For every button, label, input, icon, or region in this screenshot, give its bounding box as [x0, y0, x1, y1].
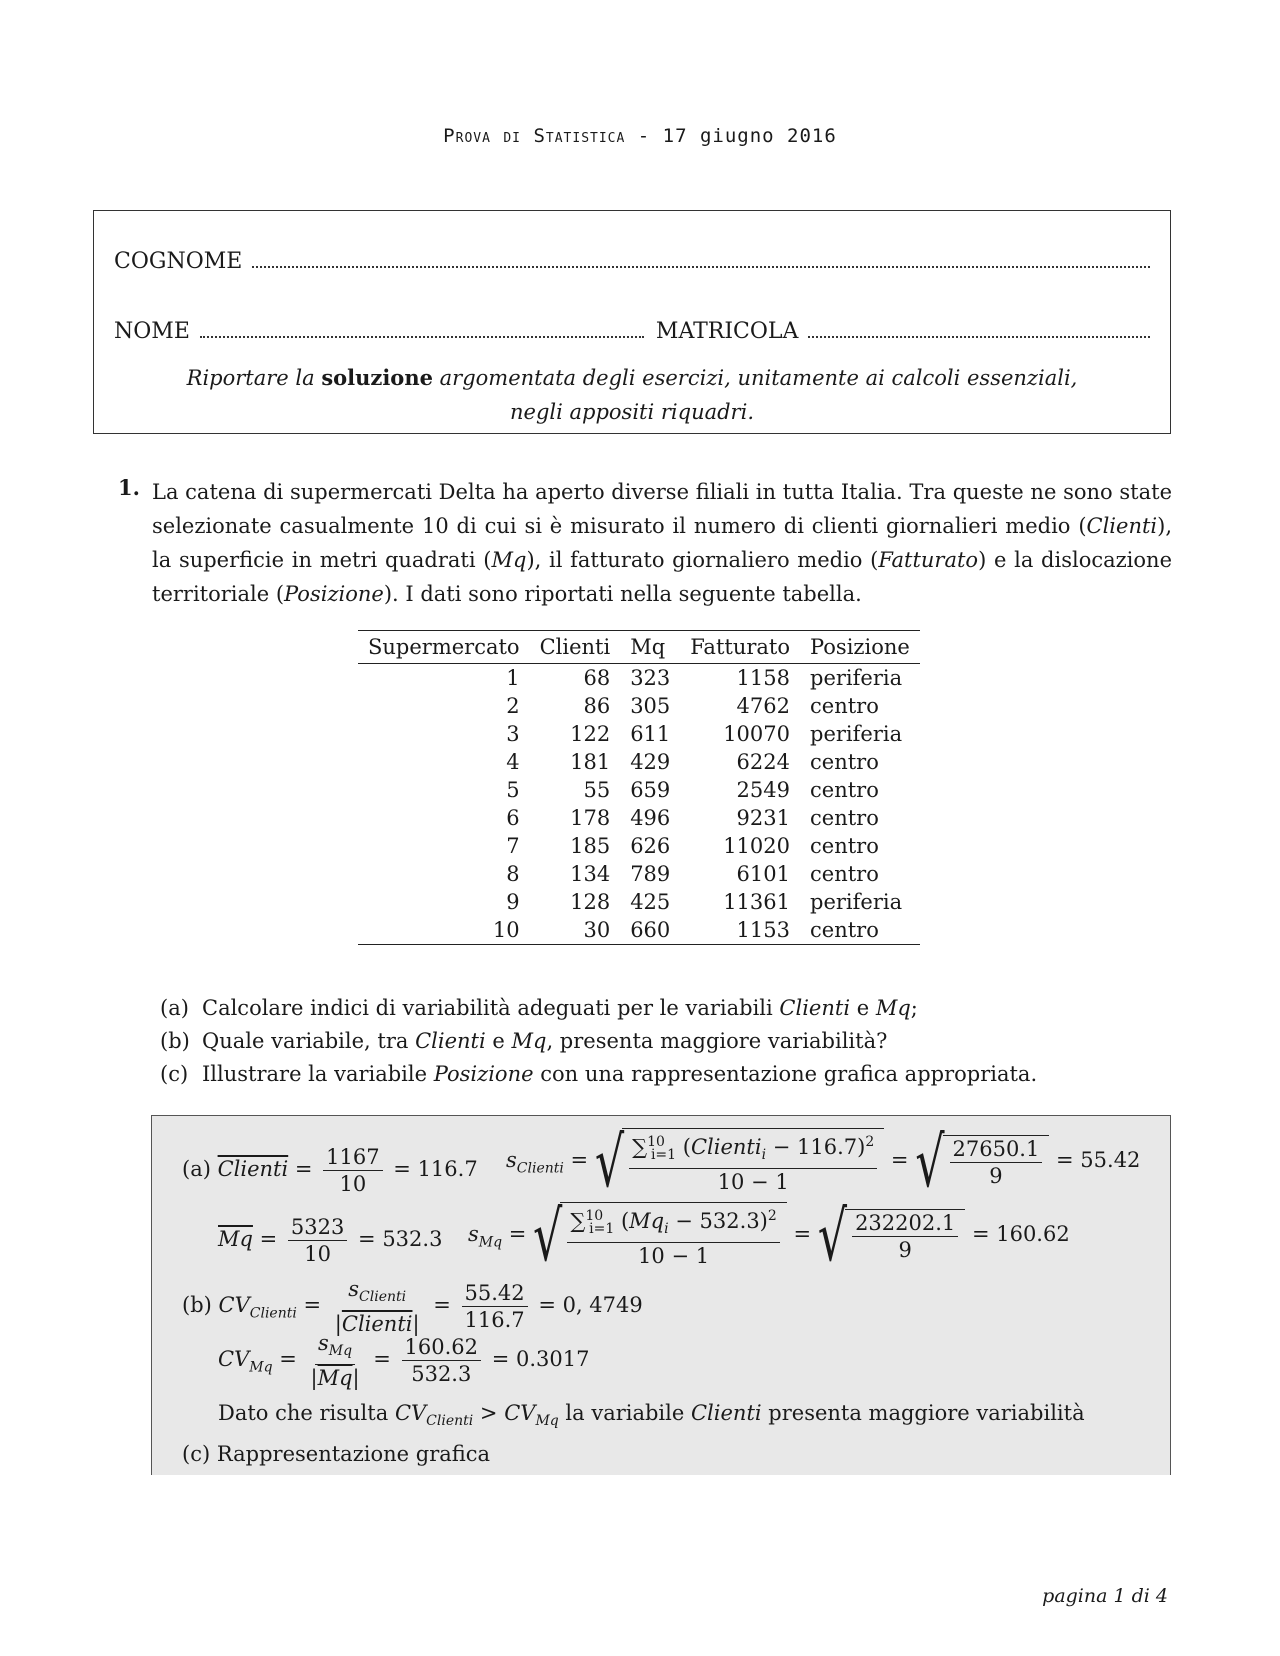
header-clienti: Clienti [530, 631, 621, 664]
page-title [0, 125, 1280, 147]
question-c-text: Illustrare la variabile [202, 1062, 428, 1086]
cv-mq-numeric [402, 1334, 481, 1387]
table-row [358, 720, 920, 748]
cell-posizione: periferia [810, 666, 903, 690]
n-minus-1-clienti: 10 − 1 [717, 1170, 789, 1195]
table-row [358, 664, 920, 693]
cell-fatturato: 10070 [723, 722, 790, 746]
cell-mq: 429 [630, 750, 671, 774]
cv-mq-den-mean: $\overline{Mq}$ [317, 1366, 353, 1391]
solution-b-cv-clienti: (b) $CV_{Clienti}$ = $\frac{s_{Clienti}}{\text{|Clienti|}}$ = $\frac{55.42}{116.7}$ = 0, 4749 [182, 1277, 643, 1337]
question-b-and: e [492, 1029, 505, 1053]
header-mq: Mq [620, 631, 680, 664]
solution-a-key: (a) [182, 1157, 211, 1181]
instructions-line2: negli appositi riquadri. [510, 400, 754, 424]
n-minus-1-mq: 10 − 1 [638, 1244, 710, 1269]
title-prefix: Prova di Statistica [443, 125, 626, 147]
mean-mq-value: = 532.3 [358, 1227, 443, 1251]
cell-clienti: 55 [583, 778, 611, 802]
question-b-var1: Clienti [415, 1029, 486, 1053]
table-row [358, 748, 920, 776]
cell-supermercato: 6 [506, 806, 520, 830]
cell-mq: 496 [630, 806, 671, 830]
sum-term-mq: Mq [629, 1209, 665, 1233]
cell-fatturato: 2549 [736, 778, 790, 802]
cognome-row [114, 249, 1150, 274]
s-mq-value: = 160.62 [971, 1222, 1070, 1247]
cell-posizione: centro [800, 916, 920, 945]
conclusion-var: Clienti [690, 1401, 762, 1425]
cv-clienti-num: 55.42 [462, 1280, 528, 1307]
var-fatturato: Fatturato [878, 548, 979, 572]
cell-supermercato: 2 [506, 694, 520, 718]
sqrt-mq-2: √ $\frac{232202.1}{9}$ [818, 1209, 966, 1263]
header-supermercato: Supermercato [358, 631, 530, 664]
exercise-text [152, 475, 1172, 611]
data-table [358, 630, 920, 945]
cv-mq-subscript: Mq [249, 1359, 273, 1376]
table-row [358, 804, 920, 832]
solution-box [151, 1115, 1171, 1475]
exercise-number: 1. [118, 475, 140, 500]
cell-clienti: 178 [570, 806, 611, 830]
table-row [358, 888, 920, 916]
s-mq-subscript: Mq [478, 1234, 503, 1251]
instructions-pre: Riportare la [186, 366, 315, 390]
matricola-label: MATRICOLA [655, 319, 799, 344]
cv-mq-num: 160.62 [402, 1334, 481, 1361]
cognome-field[interactable] [252, 266, 1150, 268]
cell-supermercato: 7 [506, 834, 520, 858]
cv-clienti-symbolic: $\frac{s_{Clienti}}{\text{|Clienti|}}$ [334, 1277, 420, 1337]
cv-mq-value: = 0.3017 [491, 1347, 590, 1372]
cell-fatturato: 6224 [736, 750, 790, 774]
cell-fatturato: 6101 [736, 862, 790, 886]
cv-clienti-den-mean: Clienti [341, 1312, 413, 1337]
cell-supermercato: 5 [506, 778, 520, 802]
cell-supermercato: 1 [506, 666, 520, 690]
mean-clienti-symbol: Clienti [217, 1157, 289, 1181]
cell-supermercato: 9 [506, 890, 520, 914]
cell-mq: 789 [630, 862, 671, 886]
cell-posizione: centro [810, 694, 879, 718]
cell-mq: 626 [630, 834, 671, 858]
cell-mq: 659 [630, 778, 671, 802]
cell-clienti: 68 [583, 666, 611, 690]
table-header-row [358, 631, 920, 664]
cell-supermercato: 4 [506, 750, 520, 774]
mean-clienti-value: = 116.7 [393, 1157, 478, 1181]
sum-term-clienti: Clienti [690, 1135, 762, 1159]
header-posizione: Posizione [800, 631, 920, 664]
cv-clienti-den: 116.7 [464, 1308, 525, 1333]
question-c-var: Posizione [433, 1062, 534, 1086]
questions [160, 992, 1037, 1091]
exercise-text-1: La catena di supermercati Delta ha aperto diverse filiali in tutta Italia. Tra queste ne sono state selezionate casualmente 10 di cui si è misurato il numero di clienti giornalieri medio ( [152, 480, 1172, 538]
conclusion-cv-clienti-sub: Clienti [426, 1413, 474, 1430]
solution-a-s-clienti: $s_{Clienti}$ = √ $\frac{\sum^{10}_{i=1} (Clienti_i - 116.7)^2}{10 - 1}$ = √ $\frac{27650.1}{9}$ = 55.42 [506, 1121, 1141, 1203]
question-a-var1: Clienti [779, 996, 851, 1020]
student-info-box [93, 210, 1171, 434]
question-a [160, 992, 1037, 1025]
cell-supermercato: 10 [358, 916, 530, 945]
cell-clienti: 30 [530, 916, 621, 945]
solution-a-mean-clienti: (a) Clienti = $\frac{1167}{10}$ = 116.7 [182, 1145, 478, 1196]
nome-field[interactable] [200, 336, 644, 338]
mean-clienti-fraction [323, 1144, 382, 1197]
question-b-key: (b) [160, 1029, 190, 1053]
cell-posizione: periferia [810, 722, 903, 746]
question-b [160, 1025, 1037, 1058]
cv-mq-num-sub: Mq [328, 1343, 353, 1360]
var-clienti: Clienti [1086, 514, 1158, 538]
question-a-var2: Mq [875, 996, 911, 1020]
var-mq: Mq [491, 548, 527, 572]
question-a-and: e [856, 996, 870, 1020]
cell-mq: 660 [620, 916, 680, 945]
exercise-text-3: ), il fatturato giornaliero medio ( [526, 548, 879, 572]
nine-clienti: 9 [989, 1163, 1003, 1188]
cell-posizione: centro [810, 778, 879, 802]
var-posizione: Posizione [284, 582, 384, 606]
conclusion-post: la variabile [565, 1401, 685, 1425]
cell-clienti: 128 [570, 890, 611, 914]
cell-fatturato: 11361 [723, 890, 790, 914]
question-b-end: , presenta maggiore variabilità? [546, 1029, 888, 1053]
title-date: - 17 giugno 2016 [637, 125, 837, 147]
solution-c-key: (c) [182, 1442, 211, 1466]
cv-mq-den: 532.3 [411, 1362, 472, 1387]
instructions-post: argomentata degli esercizi, unitamente ai calcoli essenziali, [439, 366, 1078, 390]
cognome-label: COGNOME [114, 249, 243, 274]
cell-fatturato: 9231 [736, 806, 790, 830]
instructions [94, 361, 1170, 429]
cell-posizione: periferia [810, 890, 903, 914]
instructions-bold: soluzione [321, 365, 433, 390]
table-row [358, 832, 920, 860]
cell-fatturato: 1153 [680, 916, 800, 945]
cell-supermercato: 8 [506, 862, 520, 886]
cell-mq: 305 [630, 694, 671, 718]
nine-mq: 9 [898, 1237, 912, 1262]
dev-clienti: 27650.1 [950, 1136, 1043, 1163]
cell-posizione: centro [810, 806, 879, 830]
cell-clienti: 185 [570, 834, 611, 858]
cell-posizione: centro [810, 834, 879, 858]
cell-fatturato: 1158 [736, 666, 790, 690]
sqrt-clienti-2: √ $\frac{27650.1}{9}$ [915, 1135, 1049, 1189]
cv-clienti-subscript: Clienti [249, 1305, 297, 1322]
question-a-key: (a) [160, 996, 189, 1020]
table-row [358, 916, 920, 945]
sqrt-clienti: √ $\frac{\sum^{10}_{i=1} (Clienti_i - 116.7)^2}{10 - 1}$ [595, 1128, 884, 1195]
table-row [358, 776, 920, 804]
cell-fatturato: 4762 [736, 694, 790, 718]
question-b-var2: Mq [511, 1029, 547, 1053]
cell-clienti: 134 [570, 862, 611, 886]
cell-clienti: 122 [570, 722, 611, 746]
question-a-text: Calcolare indici di variabilità adeguati per le variabili [202, 996, 773, 1020]
question-b-text: Quale variabile, tra [202, 1029, 409, 1053]
exercise-text-2: ), la superficie in metri quadrati ( [152, 514, 1172, 572]
dev-mq: 232202.1 [852, 1210, 958, 1237]
conclusion-cv-mq-sub: Mq [535, 1413, 559, 1430]
table-row [358, 692, 920, 720]
mean-mq-symbol: $\overline{Mq}$ [218, 1227, 253, 1251]
question-c-key: (c) [160, 1062, 189, 1086]
s-clienti-subscript: Clienti [516, 1160, 564, 1177]
solution-c [182, 1442, 490, 1466]
n-mq: 10 [304, 1242, 331, 1266]
mean-mq-fraction [288, 1214, 347, 1267]
sqrt-mq: √ $\frac{\sum^{10}_{i=1} (Mq_i - 532.3)^2}{10 - 1}$ [533, 1202, 787, 1269]
cell-mq: 323 [630, 666, 671, 690]
question-a-end: ; [910, 996, 918, 1020]
sum-mq: 5323 [288, 1214, 347, 1241]
exercise-text-4: ) e la dislocazione territoriale ( [152, 548, 1172, 606]
cell-clienti: 181 [570, 750, 611, 774]
solution-b-cv-mq: $CV_{Mq}$ = $\frac{s_{Mq}}{|\overline{Mq}|}$ = $\frac{160.62}{532.3}$ = 0.3017 [218, 1331, 590, 1391]
cell-supermercato: 3 [506, 722, 520, 746]
matricola-field[interactable] [808, 336, 1150, 338]
cv-clienti-value: = 0, 4749 [538, 1293, 643, 1318]
cell-posizione: centro [810, 862, 879, 886]
sum-clienti: 1167 [323, 1144, 382, 1171]
cell-fatturato: 11020 [723, 834, 790, 858]
nome-label: NOME [114, 319, 190, 344]
cell-clienti: 86 [583, 694, 611, 718]
solution-c-text: Rappresentazione grafica [216, 1442, 491, 1466]
question-c [160, 1058, 1037, 1091]
question-c-end: con una rappresentazione grafica appropriata. [540, 1062, 1038, 1086]
cv-mq-symbolic: $\frac{s_{Mq}}{|\overline{Mq}|}$ [310, 1331, 360, 1391]
solution-conclusion: Dato che risulta $CV_{Clienti} > CV_{Mq}$ la variabile Clienti presenta maggiore variabilità [218, 1401, 1085, 1430]
conclusion-pre: Dato che risulta [218, 1401, 389, 1425]
page-number: pagina 1 di 4 [1042, 1585, 1168, 1607]
n-clienti: 10 [339, 1172, 367, 1196]
conclusion-end: presenta maggiore variabilità [768, 1401, 1085, 1425]
cv-clienti-num-sub: Clienti [359, 1289, 407, 1306]
cell-mq: 425 [630, 890, 671, 914]
cell-posizione: centro [810, 750, 879, 774]
header-fatturato: Fatturato [680, 631, 800, 664]
solution-b-key: (b) [182, 1293, 212, 1318]
solution-a-mean-mq: $\overline{Mq}$ = $\frac{5323}{10}$ = 532.3 [218, 1215, 443, 1266]
cell-mq: 611 [630, 722, 671, 746]
solution-a-s-mq: $s_{Mq}$ = √ $\frac{\sum^{10}_{i=1} (Mq_i - 532.3)^2}{10 - 1}$ = √ $\frac{232202.1}{9}$ = 160.62 [468, 1195, 1070, 1277]
table-row [358, 860, 920, 888]
exercise-text-5: ). I dati sono riportati nella seguente tabella. [383, 582, 862, 606]
cv-clienti-numeric [462, 1280, 528, 1333]
nome-matricola-row [114, 319, 1150, 344]
s-clienti-value: = 55.42 [1056, 1148, 1141, 1173]
